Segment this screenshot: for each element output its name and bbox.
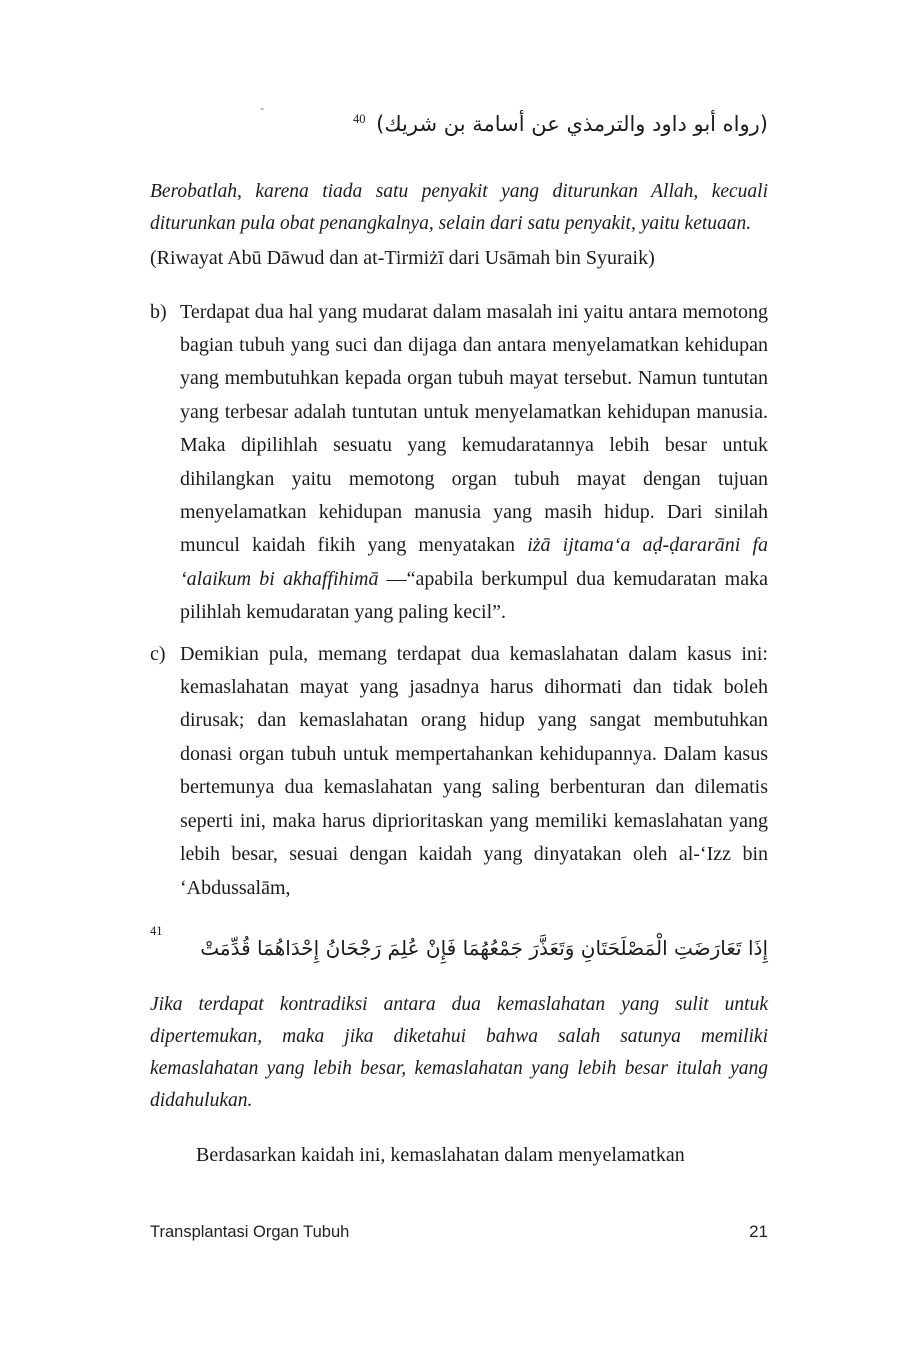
running-footer-title: Transplantasi Organ Tubuh <box>150 1223 350 1241</box>
list-text-c: Demikian pula, memang terdapat dua kemaslahatan dalam kasus ini: kemaslahatan mayat yang jasadnya harus dihormati dan tidak boleh dirusak; dan kemaslahatan orang hidup yang sangat membutuhkan donasi organ tubuh untuk mempertahankan kehidupannya. Dalam kasus bertemunya dua kemaslahatan yang saling berbenturan dan dilematis seperti ini, maka harus diprioritaskan yang memiliki kemaslahatan yang lebih besar, sesuai dengan kaidah yang dinyatakan oleh al-‘Izz bin ‘Abdussalām, <box>180 642 768 899</box>
hadith-translation: Berobatlah, karena tiada satu penyakit yang diturunkan Allah, kecuali diturunkan pula obat penangkalnya, selain dari satu penyakit, yaitu ketuaan. <box>150 180 768 234</box>
point-b-text-before: Terdapat dua hal yang mudarat dalam masalah ini yaitu antara memotong bagian tubuh yang suci dan dijaga dan antara menyelamatkan kehidupan yang membutuhkan kepada organ tubuh mayat tersebut. Namun tuntutan yang terbesar adalah tuntutan untuk menyelamatkan kehidupan manusia. Maka dipilihlah sesuatu yang kemudaratannya lebih besar untuk dihilangkan yaitu memotong organ tubuh mayat dengan tujuan menyelamatkan kehidupan manusia yang masih hidup. Dari sinilah muncul kaidah fikih yang menyatakan <box>180 300 768 557</box>
hadith-source-arabic <box>150 108 768 142</box>
footnote-marker-40: 40 <box>352 112 366 126</box>
closing-paragraph: Berdasarkan kaidah ini, kemaslahatan dalam menyelamatkan <box>196 1143 685 1166</box>
point-b-italic-phrase: iżā ijtama‘a aḍ-ḍararāni fa ‘alaikum bi akhaffihimā <box>180 534 769 590</box>
hadith-attribution: (Riwayat Abū Dāwud dan at-Tirmiżī dari Usāmah bin Syuraik) <box>150 246 655 269</box>
list-item-c <box>150 638 768 905</box>
page-number: 21 <box>749 1222 768 1241</box>
list-text-b <box>180 296 768 630</box>
list-label-c: c) <box>150 642 166 665</box>
scan-artifact: - <box>260 100 265 115</box>
page-content <box>150 98 768 1172</box>
point-b-text-after: —“apabila berkumpul dua kemudaratan maka pilihlah kemudaratan yang paling kecil”. <box>180 567 768 624</box>
hadith-source-text: (رواه أبو داود والترمذي عن أسامة بن شريك) <box>376 112 768 136</box>
list-item-b <box>150 296 768 630</box>
qaidah-translation: Jika terdapat kontradiksi antara dua kemaslahatan yang sulit untuk dipertemukan, maka jika diketahui bahwa salah satunya memiliki kemaslahatan yang lebih besar, kemaslahatan yang lebih besar itulah yang didahulukan. <box>150 993 768 1111</box>
list-label-b: b) <box>150 300 167 323</box>
qaidah-text: إِذَا تَعَارَضَتِ الْمَصْلَحَتَانِ وَتَعَذَّرَ جَمْعُهُمَا فَإِنْ عُلِمَ رَجْحَانُ إِحْدَاهُمَا قُدِّمَتْ <box>200 935 768 960</box>
qaidah-arabic: 41 إِذَا تَعَارَضَتِ الْمَصْلَحَتَانِ وَتَعَذَّرَ جَمْعُهُمَا فَإِنْ عُلِمَ رَجْحَانُ إِحْدَاهُمَا قُدِّمَتْ <box>150 931 768 965</box>
page-footer <box>150 1222 768 1242</box>
